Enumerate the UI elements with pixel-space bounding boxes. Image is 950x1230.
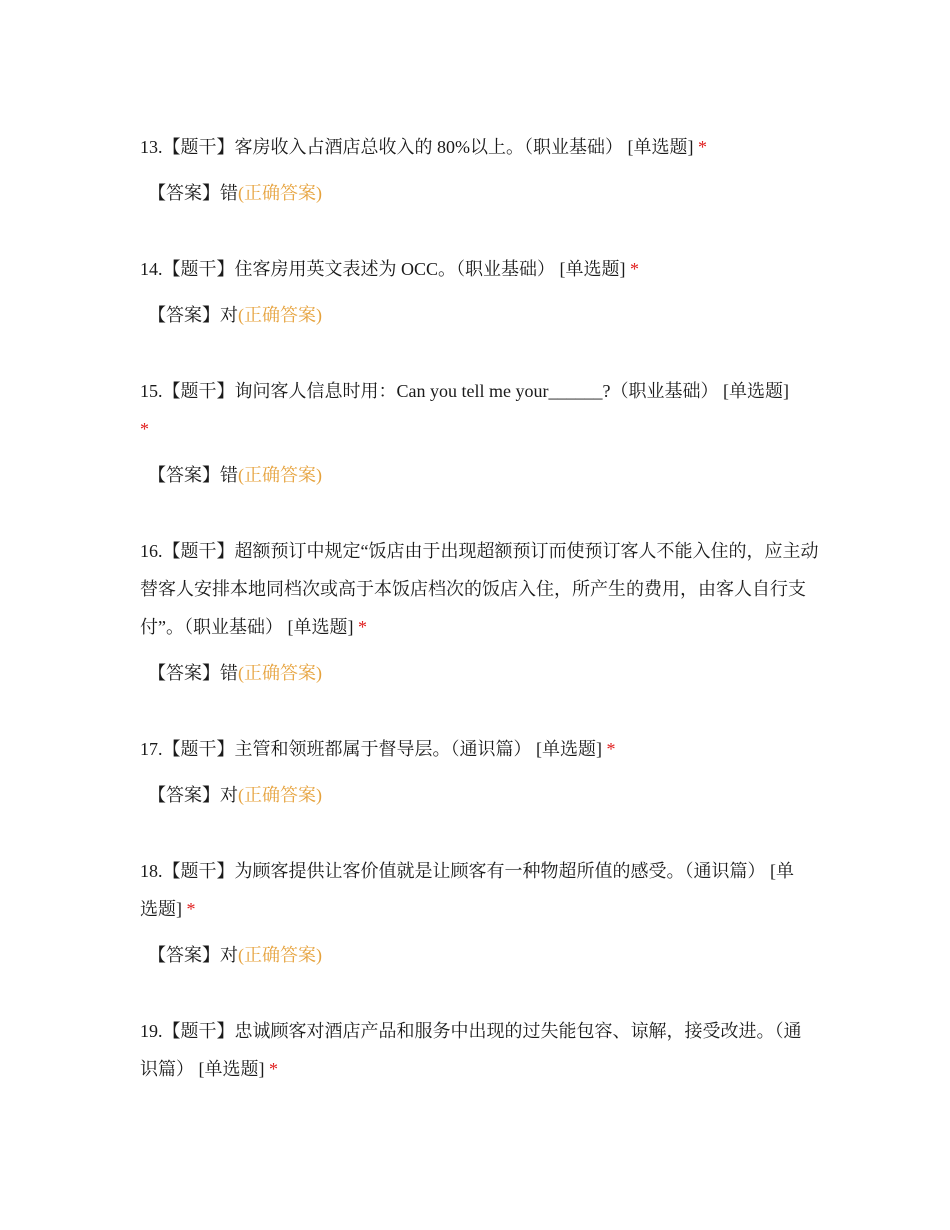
answer-label: 【答案】 — [148, 663, 220, 683]
question-15-answer — [148, 456, 322, 494]
answer-label: 【答案】 — [148, 183, 220, 203]
required-marker: * — [630, 259, 639, 279]
question-14-answer — [148, 296, 322, 334]
required-marker: * — [357, 617, 367, 637]
question-14-stem — [140, 250, 820, 288]
question-13-stem — [140, 128, 820, 166]
question-stem-text: 15.【题干】询问客人信息时用：Can you tell me your______?（职业基础） [单选题] — [140, 381, 789, 401]
question-16-stem — [140, 532, 820, 646]
correct-answer-note: (正确答案) — [238, 663, 322, 683]
question-stem-text: 18.【题干】为顾客提供让客价值就是让顾客有一种物超所值的感受。（通识篇） [单选题] — [140, 861, 794, 919]
question-stem-text: 16.【题干】超额预订中规定“饭店由于出现超额预订而使预订客人不能入住的，应主动替客人安排本地同档次或高于本饭店档次的饭店入住，所产生的费用，由客人自行支付”。（职业基础） [单选题] — [140, 541, 819, 637]
answer-value: 错 — [220, 663, 238, 683]
correct-answer-note: (正确答案) — [238, 945, 322, 965]
question-stem-text: 14.【题干】住客房用英文表述为 OCC。（职业基础） [单选题] — [140, 259, 626, 279]
required-marker: * — [186, 899, 196, 919]
correct-answer-note: (正确答案) — [238, 183, 322, 203]
question-19-stem — [140, 1012, 805, 1088]
answer-value: 错 — [220, 465, 238, 485]
question-stem-text: 13.【题干】客房收入占酒店总收入的 80%以上。（职业基础） [单选题] — [140, 137, 694, 157]
question-stem-text: 19.【题干】忠诚顾客对酒店产品和服务中出现的过失能包容、谅解，接受改进。（通识篇） [单选题] — [140, 1021, 802, 1079]
answer-label: 【答案】 — [148, 305, 220, 325]
question-stem-text: 17.【题干】主管和领班都属于督导层。（通识篇） [单选题] — [140, 739, 602, 759]
answer-value: 对 — [220, 945, 238, 965]
answer-label: 【答案】 — [148, 945, 220, 965]
answer-value: 错 — [220, 183, 238, 203]
answer-value: 对 — [220, 785, 238, 805]
answer-value: 对 — [220, 305, 238, 325]
correct-answer-note: (正确答案) — [238, 305, 322, 325]
question-17-stem — [140, 730, 820, 768]
required-marker: * — [269, 1059, 278, 1079]
question-18-answer — [148, 936, 322, 974]
question-16-answer — [148, 654, 322, 692]
question-15-stem — [140, 372, 800, 448]
question-18-stem — [140, 852, 805, 928]
question-17-answer — [148, 776, 322, 814]
question-13-answer — [148, 174, 322, 212]
answer-label: 【答案】 — [148, 785, 220, 805]
correct-answer-note: (正确答案) — [238, 785, 322, 805]
required-marker: * — [140, 419, 149, 439]
required-marker: * — [697, 137, 707, 157]
answer-label: 【答案】 — [148, 465, 220, 485]
correct-answer-note: (正确答案) — [238, 465, 322, 485]
required-marker: * — [606, 739, 616, 759]
